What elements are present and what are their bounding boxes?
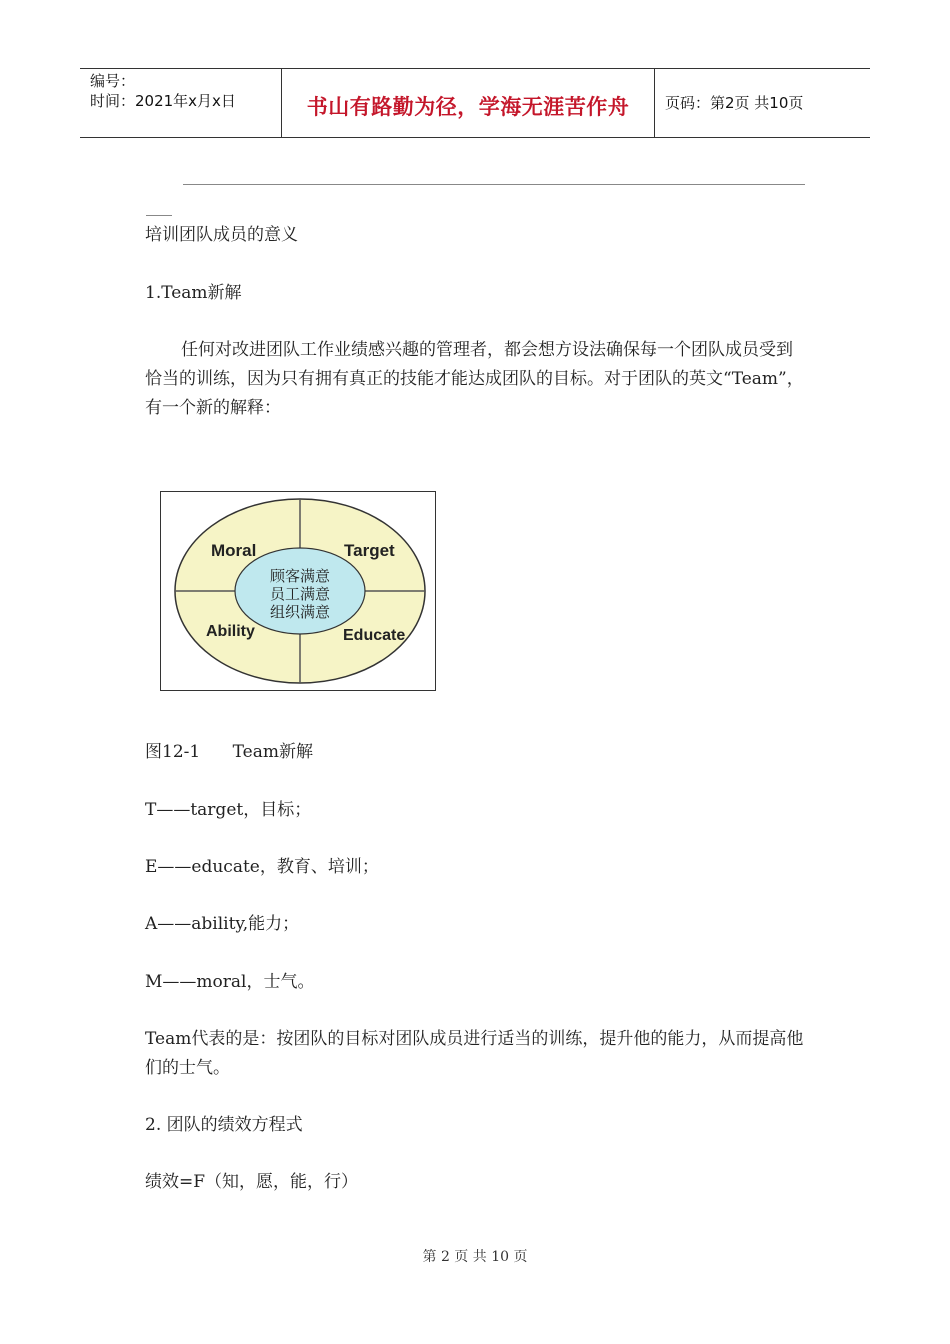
definition-e: E——educate，教育、培训； xyxy=(145,857,379,877)
team-figure xyxy=(160,491,436,691)
header-motto: 书山有路勤为径，学海无涯苦作舟 xyxy=(306,95,630,119)
label-educate: Educate xyxy=(343,627,406,644)
subsection-heading-2: 2. 团队的绩效方程式 xyxy=(145,1115,303,1135)
doc-number-label: 编号： xyxy=(90,72,136,90)
label-moral: Moral xyxy=(211,541,257,560)
performance-formula: 绩效=F（知，愿，能，行） xyxy=(145,1172,359,1192)
definition-m: M——moral，士气。 xyxy=(145,972,315,992)
figure-caption: 图12-1 Team新解 xyxy=(145,742,313,762)
header-page-label: 页码：第2页 共10页 xyxy=(665,94,804,112)
label-target: Target xyxy=(344,541,395,560)
page-footer: 第 2 页 共 10 页 xyxy=(422,1249,528,1265)
page-header xyxy=(80,68,870,138)
header-motto-cell xyxy=(281,69,655,137)
definition-a: A——ability,能力； xyxy=(145,914,300,934)
doc-time-label: 时间：2021年x月x日 xyxy=(90,92,236,110)
section-title: 培训团队成员的意义 xyxy=(145,225,298,245)
paragraph: 任何对改进团队工作业绩感兴趣的管理者，都会想方设法确保每一个团队成员受到恰当的训练，因为只有拥有真正的技能才能达成团队的目标。对于团队的英文“Team”，有一个新的解释： xyxy=(145,340,804,418)
separator-line xyxy=(183,184,805,185)
center-line-3: 组织满意 xyxy=(269,603,331,621)
label-ability: Ability xyxy=(206,623,255,640)
separator-line-short xyxy=(146,215,172,216)
header-page-cell xyxy=(655,69,870,137)
team-diagram xyxy=(161,492,435,690)
center-line-1: 顾客满意 xyxy=(269,567,331,585)
center-line-2: 员工满意 xyxy=(269,585,331,603)
header-meta-cell xyxy=(80,69,280,137)
subsection-heading: 1.Team新解 xyxy=(145,283,242,303)
paragraph-team-meaning: Team代表的是：按团队的目标对团队成员进行适当的训练，提升他的能力，从而提高他们的士气。 xyxy=(145,1029,804,1078)
definition-t: T——target，目标； xyxy=(145,800,312,820)
